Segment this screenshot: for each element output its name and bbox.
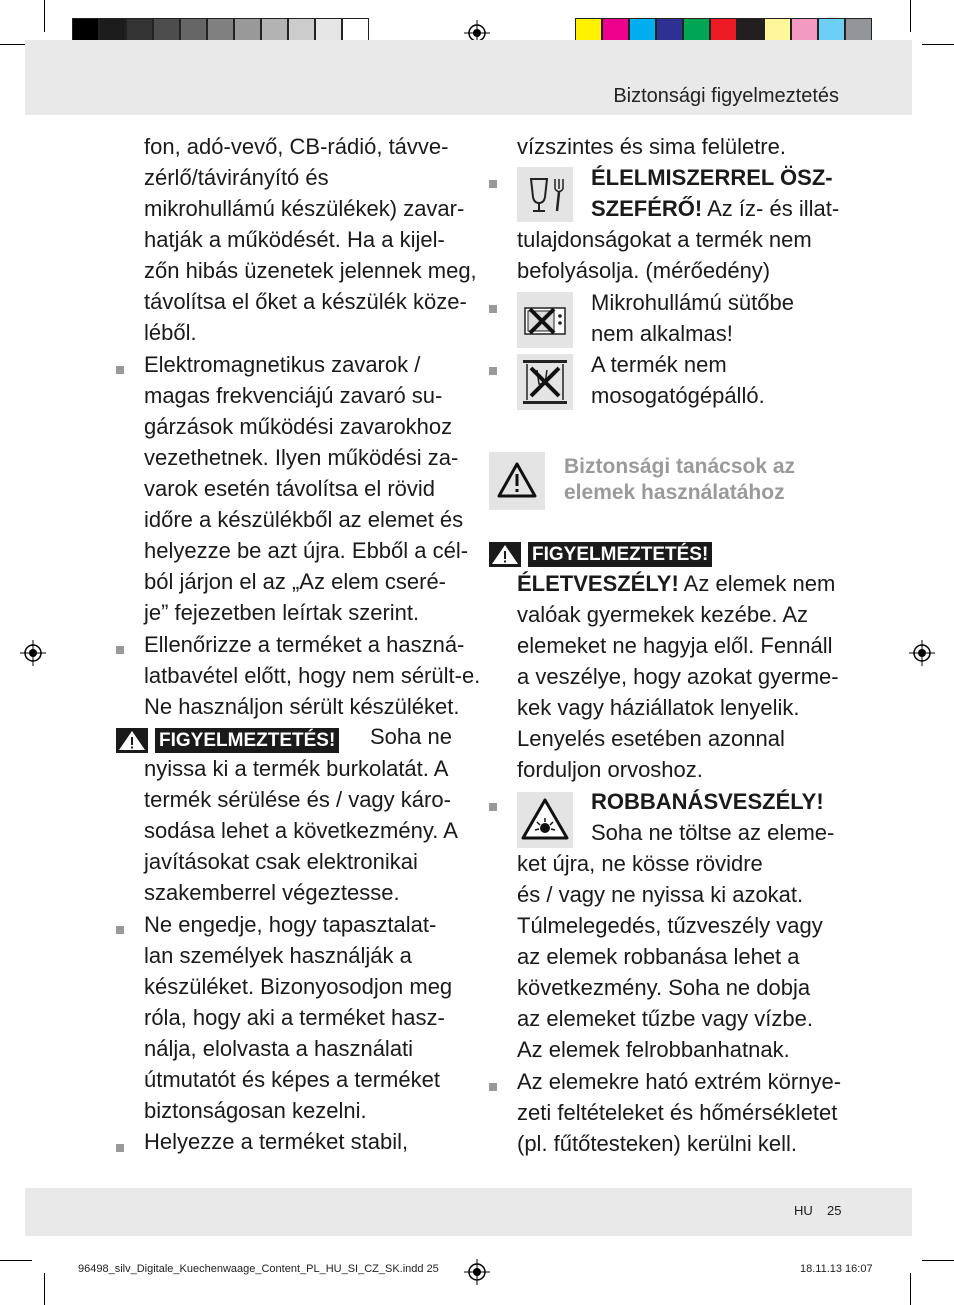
text-line: latbavétel előtt, hogy nem sérült-e. xyxy=(144,663,481,688)
text-line: fon, adó-vevő, CB-rádió, távve- xyxy=(144,134,449,159)
text-line: Helyezze a terméket stabil, xyxy=(144,1129,409,1154)
text-line: forduljon orvoshoz. xyxy=(517,757,703,782)
section-warning-box xyxy=(489,452,545,510)
crop-mark xyxy=(44,0,45,32)
footer-band xyxy=(25,1188,912,1236)
warning-triangle-icon xyxy=(489,452,545,510)
text-bold: SZEFÉRŐ! xyxy=(591,196,703,221)
text-line: tulajdonságokat a termék nem xyxy=(517,227,812,252)
text-line: léből. xyxy=(144,320,197,345)
bullet-marker xyxy=(116,926,124,934)
slug-date: 18.11.13 16:07 xyxy=(800,1263,873,1275)
crop-mark xyxy=(44,1273,45,1305)
text-line: javításokat csak elektronikai xyxy=(144,849,418,874)
text-line: Ne használjon sérült készüléket. xyxy=(144,694,460,719)
text-line: útmutatót és képes a terméket xyxy=(144,1067,440,1092)
text-line-bold: ÉLELMISZERREL ÖSZ- xyxy=(591,165,833,190)
bullet-marker xyxy=(489,305,497,313)
text-line: szakemberrel végeztesse. xyxy=(144,880,400,905)
crop-mark xyxy=(922,44,954,45)
text-line: az elemeket tűzbe vagy vízbe. xyxy=(517,1006,813,1031)
slug-filename: 96498_silv_Digitale_Kuechenwaage_Content_PL_HU_SI_CZ_SK.indd 25 xyxy=(78,1263,439,1275)
page-number: 25 xyxy=(827,1203,842,1218)
section-title: elemek használatához xyxy=(564,481,785,504)
page-header-title: Biztonsági figyelmeztetés xyxy=(613,85,839,107)
text-line: varok esetén távolítsa el rövid xyxy=(144,476,436,501)
text-line: időre a készülékből az elemet és xyxy=(144,507,464,532)
text-line: hatják a működését. Ha a kijel- xyxy=(144,227,445,252)
no-microwave-icon xyxy=(517,292,573,348)
text-line: zeti feltételeket és hőmérsékletet xyxy=(517,1100,838,1125)
text-line-bold: ROBBANÁSVESZÉLY! xyxy=(591,789,824,814)
text-line: Ne engedje, hogy tapasztalat- xyxy=(144,912,437,937)
crop-mark xyxy=(910,1273,911,1305)
registration-mark-icon xyxy=(464,1259,490,1285)
text-line: távolítsa el őket a készülék köze- xyxy=(144,289,467,314)
text-line: Az elemek felrobbanhatnak. xyxy=(517,1037,790,1062)
text-line: róla, hogy aki a terméket hasz- xyxy=(144,1005,445,1030)
registration-mark-icon xyxy=(909,640,935,666)
text-line: Elektromagnetikus zavarok / xyxy=(144,352,421,377)
warning-triangle-icon xyxy=(489,542,521,567)
bullet-marker xyxy=(116,366,124,374)
bullet-marker xyxy=(116,646,124,654)
fork-glass-icon xyxy=(517,167,573,222)
text-line: mosogatógépálló. xyxy=(591,383,765,408)
text-line: Ellenőrizze a terméket a haszná- xyxy=(144,632,465,657)
text-line: mikrohullámú készülékek) zavar- xyxy=(144,196,465,221)
food-safe-icon-box xyxy=(517,167,573,222)
text-line: ból járjon el az „Az elem cseré- xyxy=(144,569,447,594)
no-dishwasher-icon xyxy=(517,354,573,410)
text-line: je” fejezetben leírtak szerint. xyxy=(144,600,420,625)
section-title: Biztonsági tanácsok az xyxy=(564,455,796,478)
text-line: Soha ne xyxy=(370,724,452,749)
text-line: valóak gyermekek kezébe. Az xyxy=(517,602,809,627)
text-line: zérlő/távirányító és xyxy=(144,165,329,190)
text-line: gárzások működési zavarokhoz xyxy=(144,414,453,439)
text-line: Az elemekre ható extrém környe- xyxy=(517,1069,842,1094)
crop-mark xyxy=(922,1260,954,1261)
text-line: Az elemek nem xyxy=(678,571,836,596)
text-line: Mikrohullámú sütőbe xyxy=(591,290,794,315)
bullet-marker xyxy=(116,1144,124,1152)
text-line: magas frekvenciájú zavaró su- xyxy=(144,383,443,408)
text-line: Soha ne töltse az eleme- xyxy=(591,820,835,845)
explosion-icon-box xyxy=(517,792,573,848)
text-line: lan személyek használják a xyxy=(144,943,412,968)
text-line: az elemek robbanása lehet a xyxy=(517,944,800,969)
footer-language: HU xyxy=(794,1203,813,1218)
text-line: készüléket. Bizonyosodjon meg xyxy=(144,974,453,999)
crop-mark xyxy=(910,0,911,32)
warning-label: FIGYELMEZTETÉS! xyxy=(528,542,712,567)
text-line: Túlmelegedés, tűzveszély vagy xyxy=(517,913,823,938)
bullet-marker xyxy=(489,1083,497,1091)
text-line: biztonságosan kezelni. xyxy=(144,1098,367,1123)
text-line: kek vagy háziállatok lenyelik. xyxy=(517,695,800,720)
warning-triangle-icon xyxy=(116,728,148,753)
text-line: Lenyelés esetében azonnal xyxy=(517,726,785,751)
text-line: (pl. fűtőtesteken) kerülni kell. xyxy=(517,1131,798,1156)
explosion-warning-icon xyxy=(517,792,573,848)
text-line: nyissa ki a termék burkolatát. A xyxy=(144,756,449,781)
text-line: Az íz- és illat- xyxy=(702,196,840,221)
dishwasher-icon-box xyxy=(517,354,573,410)
crop-mark xyxy=(0,1260,32,1261)
text-line: nálja, elolvasta a használati xyxy=(144,1036,414,1061)
text-line: sodása lehet a következmény. A xyxy=(144,818,458,843)
text-line: vízszintes és sima felületre. xyxy=(517,134,786,159)
text-line: ket újra, ne kösse rövidre xyxy=(517,851,763,876)
warning-label: FIGYELMEZTETÉS! xyxy=(155,728,339,753)
bullet-marker xyxy=(489,803,497,811)
text-line: következmény. Soha ne dobja xyxy=(517,975,811,1000)
text-line: vezethetnek. Ilyen működési za- xyxy=(144,445,459,470)
text-line: nem alkalmas! xyxy=(591,321,733,346)
text-line: befolyásolja. (mérőedény) xyxy=(517,258,771,283)
text-line: termék sérülése és / vagy káro- xyxy=(144,787,451,812)
text-line: helyezze be azt újra. Ebből a cél- xyxy=(144,538,469,563)
text-bold: ÉLETVESZÉLY! xyxy=(517,571,679,596)
text-line: és / vagy ne nyissa ki azokat. xyxy=(517,882,804,907)
text-line: zőn hibás üzenetek jelennek meg, xyxy=(144,258,477,283)
text-line: a veszélye, hogy azokat gyerme- xyxy=(517,664,839,689)
text-line: A termék nem xyxy=(591,352,727,377)
bullet-marker xyxy=(489,367,497,375)
bullet-marker xyxy=(489,180,497,188)
registration-mark-icon xyxy=(20,640,46,666)
text-line: elemeket ne hagyja elől. Fennáll xyxy=(517,633,833,658)
microwave-icon-box xyxy=(517,292,573,348)
